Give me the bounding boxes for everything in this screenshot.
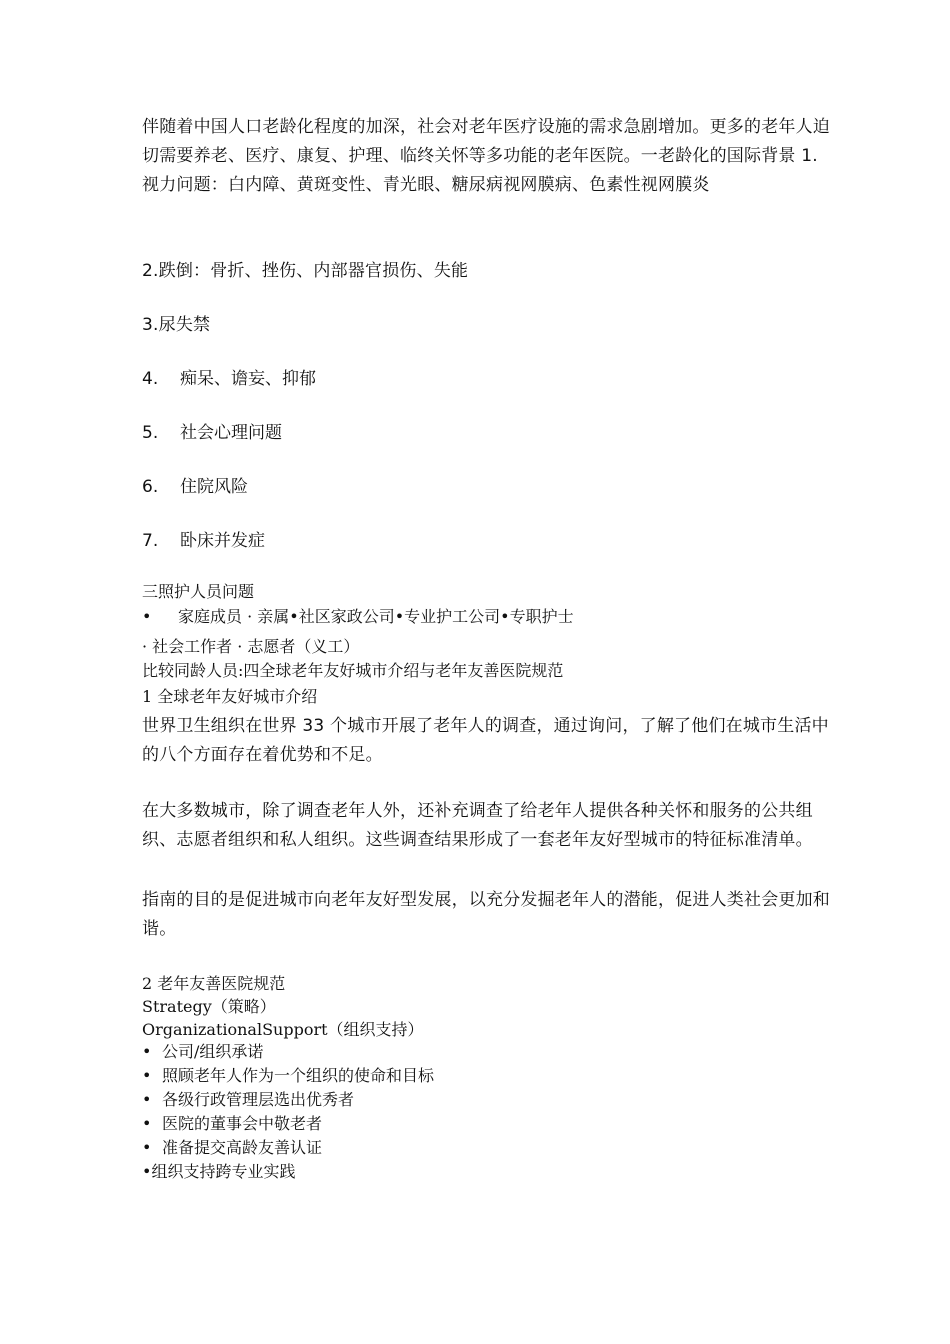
org-support-label: OrganizationalSupport（组织支持） xyxy=(142,1020,424,1039)
bullet-text: 各级行政管理层选出优秀者 xyxy=(162,1090,355,1109)
bullet-text: 医院的董事会中敬老者 xyxy=(162,1114,323,1133)
paragraph-additional-survey: 在大多数城市，除了调查老年人外，还补充调查了给老年人提供各种关怀和服务的公共组织、志愿者组织和私人组织。这些调查结果形成了一套老年友好型城市的特征标准清单。 xyxy=(142,801,813,850)
list-text: 痴呆、谵妄、抑郁 xyxy=(180,369,316,389)
section-title-carers: 三照护人员问题 xyxy=(142,582,255,601)
paragraph-guide-purpose: 指南的目的是促进城市向老年友好型发展，以充分发掘老年人的潜能，促进人类社会更加和谐。 xyxy=(142,890,830,939)
last-bullet-line: •组织支持跨专业实践 xyxy=(142,1162,296,1181)
bullet-dot: • xyxy=(142,607,152,626)
carers-text-1: 家庭成员 · 亲属•社区家政公司•专业护工公司•专职护士 xyxy=(178,607,574,626)
bullet-text: 照顾老年人作为一个组织的使命和目标 xyxy=(162,1066,435,1085)
bullet-dot: • xyxy=(142,1066,152,1085)
list-text: 住院风险 xyxy=(180,477,248,497)
bullet-text: 公司/组织承诺 xyxy=(162,1042,264,1061)
list-number: 5. xyxy=(142,423,159,443)
bullet-item xyxy=(142,1040,263,1064)
carers-line-2: · 社会工作者 · 志愿者（义工） xyxy=(142,637,360,656)
list-item-incontinence: 3.尿失禁 xyxy=(142,315,211,335)
bullet-item xyxy=(142,1088,354,1112)
paragraph-who-survey: 世界卫生组织在世界 33 个城市开展了老年人的调查，通过询问，了解了他们在城市生活中的八个方面存在着优势和不足。 xyxy=(142,716,829,765)
bullet-item xyxy=(142,1064,434,1088)
list-number: 6. xyxy=(142,477,159,497)
list-number: 4. xyxy=(142,369,159,389)
list-item-hospital-risk xyxy=(142,473,248,502)
list-text: 社会心理问题 xyxy=(180,423,282,443)
bullet-item xyxy=(142,1112,322,1136)
list-item-falls: 2.跌倒：骨折、挫伤、内部器官损伤、失能 xyxy=(142,261,469,281)
carers-line-1 xyxy=(142,605,574,629)
bullet-item xyxy=(142,1136,322,1160)
compare-line: 比较同龄人员:四全球老年友好城市介绍与老年友善医院规范 xyxy=(142,661,564,680)
bullet-dot: • xyxy=(142,1138,152,1157)
bullet-dot: • xyxy=(142,1042,152,1061)
intro-paragraph: 伴随着中国人口老龄化程度的加深，社会对老年医疗设施的需求急剧增加。更多的老年人迫切需要养老、医疗、康复、护理、临终关怀等多功能的老年医院。一老龄化的国际背景 1.视力问题：白内障、黄斑变性、青光眼、糖尿病视网膜病、色素性视网膜炎 xyxy=(142,117,830,195)
bullet-dot: • xyxy=(142,1114,152,1133)
list-text: 卧床并发症 xyxy=(180,531,265,551)
list-item-psychosocial xyxy=(142,419,282,448)
strategy-label: Strategy（策略） xyxy=(142,997,276,1016)
list-item-bedridden xyxy=(142,527,265,556)
bullet-dot: • xyxy=(142,1090,152,1109)
subsection-title-1: 1 全球老年友好城市介绍 xyxy=(142,687,318,706)
list-item-dementia xyxy=(142,365,316,394)
bullet-text: 准备提交高龄友善认证 xyxy=(162,1138,323,1157)
list-number: 7. xyxy=(142,531,159,551)
subsection-title-2: 2 老年友善医院规范 xyxy=(142,974,286,993)
